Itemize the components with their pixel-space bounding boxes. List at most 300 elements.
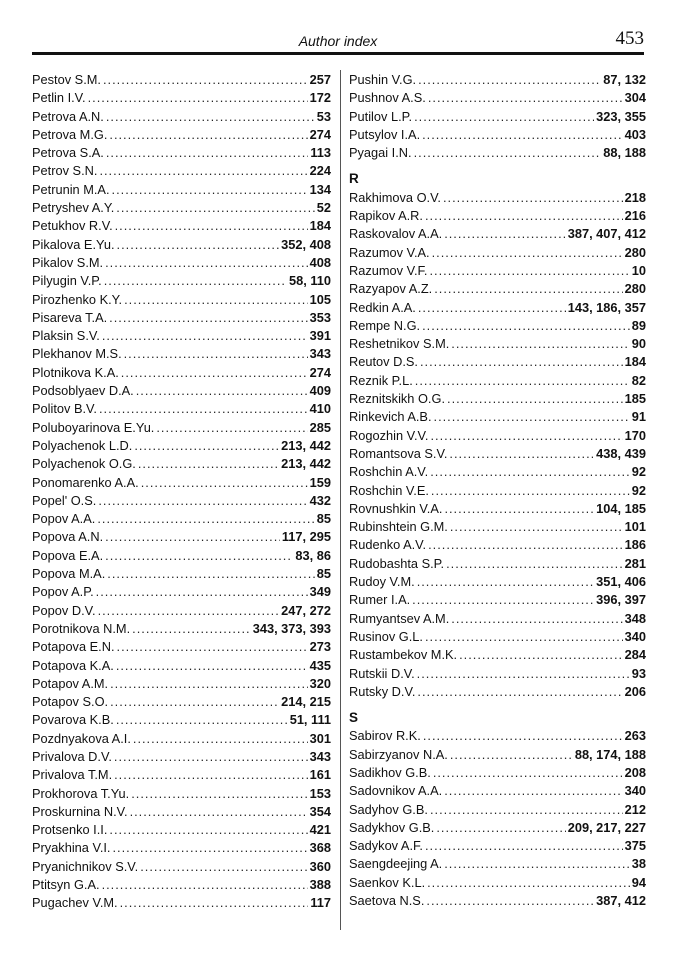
dot-leader: [428, 536, 623, 554]
author-name: Potapova E.N.: [32, 639, 115, 655]
page-refs: 153: [309, 785, 331, 801]
page-refs: 410: [309, 401, 331, 417]
index-entry: [349, 390, 646, 408]
page-number: 453: [615, 28, 644, 49]
author-name: Poluboyarinova E.Yu.: [32, 419, 155, 435]
page-refs: 93: [631, 665, 646, 681]
page-refs: 214, 215: [281, 694, 331, 710]
page-refs: 10: [631, 262, 646, 278]
index-entry: [32, 803, 331, 821]
page-refs: 94: [631, 874, 646, 890]
author-name: Rakhimova O.V.: [349, 189, 441, 205]
page-refs: 212: [624, 801, 646, 817]
index-entry: [349, 482, 646, 500]
page-refs: 301: [309, 730, 331, 746]
dot-leader: [433, 764, 623, 782]
index-entry: [32, 894, 331, 912]
index-entry: [32, 327, 331, 345]
page-refs: 184: [624, 354, 646, 370]
author-name: Prokhorova T.Yu.: [32, 785, 130, 801]
index-entry: [349, 244, 646, 262]
index-entry: [32, 217, 331, 235]
index-entry: [32, 108, 331, 126]
page-refs: 340: [624, 628, 646, 644]
page-refs: 105: [309, 291, 331, 307]
page-refs: 403: [624, 126, 646, 142]
page-refs: 213, 442: [281, 437, 331, 453]
index-entry: [349, 372, 646, 390]
page-refs: 354: [309, 803, 331, 819]
page-refs: 349: [309, 584, 331, 600]
index-entry: [349, 610, 646, 628]
index-entry: [32, 437, 331, 455]
dot-leader: [113, 839, 308, 857]
dot-leader: [124, 345, 308, 363]
author-name: Rudoy V.M.: [349, 574, 415, 590]
author-name: Popel' O.S.: [32, 492, 97, 508]
dot-leader: [414, 144, 602, 162]
page-refs: 83, 86: [295, 547, 331, 563]
dot-leader: [116, 657, 308, 675]
index-entry: [349, 746, 646, 764]
page-refs: 353: [309, 309, 331, 325]
page-refs: 172: [309, 90, 331, 106]
dot-leader: [114, 766, 308, 784]
index-entry: [32, 455, 331, 473]
page-refs: 88, 188: [603, 145, 646, 161]
index-entry: [32, 528, 331, 546]
page-refs: 206: [624, 683, 646, 699]
page-refs: 388: [309, 877, 331, 893]
page-refs: 186: [624, 537, 646, 553]
dot-leader: [444, 500, 594, 518]
author-name: Petukhov R.V.: [32, 218, 113, 234]
author-name: Rumyantsev A.M.: [349, 610, 450, 626]
dot-leader: [110, 675, 308, 693]
page-refs: 213, 442: [281, 456, 331, 472]
page-refs: 90: [631, 336, 646, 352]
page-refs: 101: [624, 519, 646, 535]
index-entry: [32, 711, 331, 729]
page-refs: 409: [309, 383, 331, 399]
dot-leader: [140, 858, 307, 876]
page-refs: 304: [624, 90, 646, 106]
author-name: Rubinshtein G.M.: [349, 519, 448, 535]
dot-leader: [417, 683, 622, 701]
page-refs: 185: [624, 391, 646, 407]
dot-leader: [415, 372, 630, 390]
index-entry: [349, 874, 646, 892]
dot-leader: [451, 335, 629, 353]
page-refs: 143, 186, 357: [567, 299, 646, 315]
index-entry: [349, 408, 646, 426]
dot-leader: [112, 181, 308, 199]
dot-leader: [116, 711, 288, 729]
dot-leader: [432, 244, 623, 262]
author-name: Ptitsyn G.A.: [32, 877, 100, 893]
author-name: Pirozhenko K.Y.: [32, 291, 123, 307]
page-refs: 263: [624, 728, 646, 744]
page-refs: 421: [309, 822, 331, 838]
dot-leader: [88, 89, 308, 107]
author-name: Pryanichnikov S.V.: [32, 858, 139, 874]
index-entry: [349, 500, 646, 518]
index-entry: [349, 855, 646, 873]
author-name: Rumer I.A.: [349, 592, 411, 608]
dot-leader: [429, 262, 629, 280]
author-name: Proskurnina N.V.: [32, 803, 128, 819]
index-entry: [32, 510, 331, 528]
dot-leader: [116, 199, 314, 217]
dot-leader: [124, 291, 308, 309]
index-column-left: [32, 71, 331, 913]
dot-leader: [105, 254, 308, 272]
page-refs: 432: [309, 492, 331, 508]
dot-leader: [444, 225, 566, 243]
author-name: Rutsky D.V.: [349, 683, 416, 699]
dot-leader: [423, 727, 623, 745]
dot-leader: [417, 665, 630, 683]
author-name: Reutov D.S.: [349, 354, 418, 370]
dot-leader: [138, 455, 279, 473]
author-name: Reznitskikh O.G.: [349, 391, 446, 407]
page-refs: 281: [624, 555, 646, 571]
author-name: Privalova T.M.: [32, 767, 113, 783]
index-entry: [349, 353, 646, 371]
author-name: Sadykhov G.B.: [349, 819, 435, 835]
dot-leader: [102, 876, 308, 894]
index-entry: [32, 364, 331, 382]
index-entry: [349, 628, 646, 646]
page-refs: 396, 397: [596, 592, 646, 608]
author-name: Rustambekov M.K.: [349, 647, 458, 663]
page-refs: 161: [309, 767, 331, 783]
dot-leader: [117, 638, 308, 656]
index-entry: [32, 785, 331, 803]
index-entry: [32, 693, 331, 711]
dot-leader: [412, 591, 594, 609]
index-entry: [349, 207, 646, 225]
author-name: Sabirzyanov N.A.: [349, 746, 448, 762]
index-entry: [32, 766, 331, 784]
dot-leader: [105, 547, 293, 565]
dot-leader: [156, 419, 307, 437]
author-name: Rovnushkin V.A.: [349, 500, 443, 516]
section-letter-s: S: [349, 710, 359, 726]
dot-leader: [121, 364, 308, 382]
author-name: Sabirov R.K.: [349, 728, 421, 744]
author-name: Pyagai I.N.: [349, 145, 412, 161]
page-refs: 88, 174, 188: [574, 746, 646, 762]
author-name: Plotnikova K.A.: [32, 364, 119, 380]
dot-leader: [120, 894, 309, 912]
index-entry: [32, 620, 331, 638]
author-name: Sadykov A.F.: [349, 838, 423, 854]
index-entry: [32, 839, 331, 857]
author-name: Rudenko A.V.: [349, 537, 427, 553]
author-name: Raskovalov A.A.: [349, 226, 443, 242]
dot-leader: [447, 390, 623, 408]
dot-leader: [114, 748, 308, 766]
author-name: Popov A.P.: [32, 584, 94, 600]
page-refs: 435: [309, 657, 331, 673]
dot-leader: [422, 317, 630, 335]
index-entry: [349, 536, 646, 554]
page-refs: 340: [624, 783, 646, 799]
author-name: Politov B.V.: [32, 401, 97, 417]
index-entry: [349, 189, 646, 207]
author-name: Plekhanov M.S.: [32, 346, 122, 362]
index-entry: [32, 236, 331, 254]
index-entry: [349, 108, 646, 126]
index-entry: [349, 463, 646, 481]
author-name: Petrunin M.A.: [32, 181, 110, 197]
index-entry: [349, 819, 646, 837]
page-refs: 117: [310, 895, 331, 911]
page-refs: 52: [316, 200, 331, 216]
dot-leader: [418, 299, 566, 317]
dot-leader: [422, 126, 623, 144]
page-refs: 51, 111: [289, 712, 331, 728]
index-entry: [32, 602, 331, 620]
author-name: Pestov S.M.: [32, 72, 101, 87]
index-entry: [349, 573, 646, 591]
dot-leader: [427, 874, 630, 892]
author-name: Potapov A.M.: [32, 675, 109, 691]
author-name: Pilyugin V.P.: [32, 273, 102, 289]
author-name: Popov D.V.: [32, 602, 96, 618]
dot-leader: [107, 565, 315, 583]
dot-leader: [109, 126, 307, 144]
index-column-right: [349, 71, 646, 910]
page-refs: 224: [309, 163, 331, 179]
index-entry: [349, 892, 646, 910]
author-name: Putilov L.P.: [349, 108, 413, 124]
index-entry: [32, 162, 331, 180]
index-entry: [32, 345, 331, 363]
author-name: Pugachev V.M.: [32, 895, 118, 911]
index-entry: [32, 657, 331, 675]
page-refs: 280: [624, 244, 646, 260]
author-name: Popova E.A.: [32, 547, 104, 563]
page-refs: 273: [309, 639, 331, 655]
header-rule: [32, 52, 644, 55]
author-name: Petrova S.A.: [32, 145, 104, 161]
dot-leader: [133, 730, 308, 748]
page-refs: 58, 110: [289, 273, 331, 289]
author-name: Rogozhin V.V.: [349, 427, 429, 443]
index-entry: [32, 547, 331, 565]
page-refs: 170: [624, 427, 646, 443]
dot-leader: [425, 207, 623, 225]
author-name: Sadovnikov A.A.: [349, 783, 443, 799]
author-name: Petrova A.N.: [32, 108, 104, 124]
dot-leader: [132, 620, 251, 638]
page-refs: 285: [309, 419, 331, 435]
author-name: Razumov V.F.: [349, 262, 428, 278]
index-entry: [349, 764, 646, 782]
index-entry: [32, 876, 331, 894]
author-name: Razyapov A.Z.: [349, 281, 433, 297]
index-entry: [32, 638, 331, 656]
author-name: Polyachenok O.G.: [32, 456, 136, 472]
page-refs: 274: [309, 364, 331, 380]
author-name: Sadyhov G.B.: [349, 801, 428, 817]
index-entry: [32, 144, 331, 162]
dot-leader: [444, 782, 622, 800]
index-entry: [349, 555, 646, 573]
author-name: Porotnikova N.M.: [32, 620, 131, 636]
page-refs: 92: [631, 482, 646, 498]
page-refs: 113: [310, 145, 331, 161]
page-refs: 89: [631, 317, 646, 333]
author-name: Popova A.N.: [32, 529, 104, 545]
author-name: Rusinov G.L.: [349, 628, 423, 644]
dot-leader: [414, 108, 594, 126]
dot-leader: [136, 382, 308, 400]
page-refs: 352, 408: [281, 236, 331, 252]
author-name: Rudobashta S.P.: [349, 555, 445, 571]
dot-leader: [430, 427, 622, 445]
index-entry: [349, 683, 646, 701]
dot-leader: [430, 463, 630, 481]
page-refs: 247, 272: [281, 602, 331, 618]
index-entry: [32, 821, 331, 839]
author-name: Redkin A.A.: [349, 299, 416, 315]
author-name: Petryshev A.Y.: [32, 200, 115, 216]
index-entry: [32, 382, 331, 400]
page-refs: 85: [316, 511, 331, 527]
index-entry: [32, 730, 331, 748]
author-name: Plaksin S.V.: [32, 328, 100, 344]
dot-leader: [99, 400, 308, 418]
dot-leader: [436, 819, 565, 837]
index-entry: [349, 591, 646, 609]
author-name: Petlin I.V.: [32, 90, 86, 106]
page-refs: 284: [624, 647, 646, 663]
page-refs: 360: [309, 858, 331, 874]
index-entry: [349, 445, 646, 463]
index-entry: [32, 565, 331, 583]
author-name: Romantsova S.V.: [349, 445, 448, 461]
author-name: Povarova K.B.: [32, 712, 114, 728]
dot-leader: [109, 309, 307, 327]
page-refs: 438, 439: [596, 445, 646, 461]
author-name: Ponomarenko A.A.: [32, 474, 139, 490]
index-entry: [349, 646, 646, 664]
dot-leader: [430, 801, 623, 819]
dot-leader: [97, 510, 314, 528]
column-divider: [340, 70, 341, 930]
index-entry: [32, 126, 331, 144]
dot-leader: [431, 482, 630, 500]
author-name: Rutskii D.V.: [349, 665, 415, 681]
index-entry: [32, 419, 331, 437]
dot-leader: [102, 327, 308, 345]
index-entry: [32, 309, 331, 327]
author-name: Rapikov A.R.: [349, 208, 423, 224]
dot-leader: [117, 236, 280, 254]
dot-leader: [103, 71, 308, 89]
author-name: Podsoblyaev D.A.: [32, 383, 134, 399]
author-name: Reshetnikov S.M.: [349, 336, 450, 352]
index-entry: [349, 427, 646, 445]
author-name: Saetova N.S.: [349, 893, 425, 909]
index-entry: [349, 280, 646, 298]
dot-leader: [96, 583, 308, 601]
author-name: Pryakhina V.I.: [32, 840, 111, 856]
author-name: Saenkov K.L.: [349, 874, 426, 890]
dot-leader: [106, 144, 309, 162]
index-entry: [349, 518, 646, 536]
page-refs: 274: [309, 126, 331, 142]
dot-leader: [434, 408, 630, 426]
author-name: Razumov V.A.: [349, 244, 430, 260]
dot-leader: [434, 280, 622, 298]
page-refs: 159: [309, 474, 331, 490]
author-name: Reznik P.L.: [349, 372, 413, 388]
index-entry: [32, 199, 331, 217]
index-entry: [32, 474, 331, 492]
page-refs: 368: [309, 840, 331, 856]
page-refs: 348: [624, 610, 646, 626]
index-entry: [349, 782, 646, 800]
page-refs: 104, 185: [596, 500, 646, 516]
index-entry: [349, 299, 646, 317]
index-entry: [349, 801, 646, 819]
author-name: Protsenko I.I.: [32, 822, 108, 838]
dot-leader: [141, 474, 308, 492]
page-refs: 375: [624, 838, 646, 854]
dot-leader: [98, 602, 280, 620]
index-entry: [32, 89, 331, 107]
dot-leader: [446, 555, 623, 573]
dot-leader: [426, 892, 594, 910]
index-entry: [349, 837, 646, 855]
page-refs: 218: [624, 189, 646, 205]
dot-leader: [443, 189, 623, 207]
author-name: Roshchin A.V.: [349, 464, 429, 480]
author-name: Potapova K.A.: [32, 657, 114, 673]
page-refs: 351, 406: [596, 574, 646, 590]
page-refs: 38: [631, 856, 646, 872]
dot-leader: [425, 628, 623, 646]
dot-leader: [450, 746, 573, 764]
page-refs: 184: [309, 218, 331, 234]
author-name: Pikalov S.M.: [32, 254, 104, 270]
author-name: Potapov S.O.: [32, 694, 109, 710]
index-entry: [349, 89, 646, 107]
author-name: Putsylov I.A.: [349, 126, 421, 142]
page-refs: 209, 217, 227: [567, 819, 646, 835]
page-refs: 134: [309, 181, 331, 197]
author-name: Petrova M.G.: [32, 126, 108, 142]
page-refs: 343, 373, 393: [252, 620, 331, 636]
page-refs: 387, 407, 412: [567, 226, 646, 242]
index-entry: [32, 400, 331, 418]
running-title: Author index: [298, 33, 378, 49]
page-refs: 391: [309, 328, 331, 344]
page-refs: 257: [309, 72, 331, 87]
index-entry: [32, 272, 331, 290]
dot-leader: [131, 785, 307, 803]
author-name: Pisareva T.A.: [32, 309, 108, 325]
page-refs: 343: [309, 748, 331, 764]
page-refs: 85: [316, 566, 331, 582]
index-entry: [32, 254, 331, 272]
page-refs: 53: [316, 108, 331, 124]
index-entry: [349, 126, 646, 144]
